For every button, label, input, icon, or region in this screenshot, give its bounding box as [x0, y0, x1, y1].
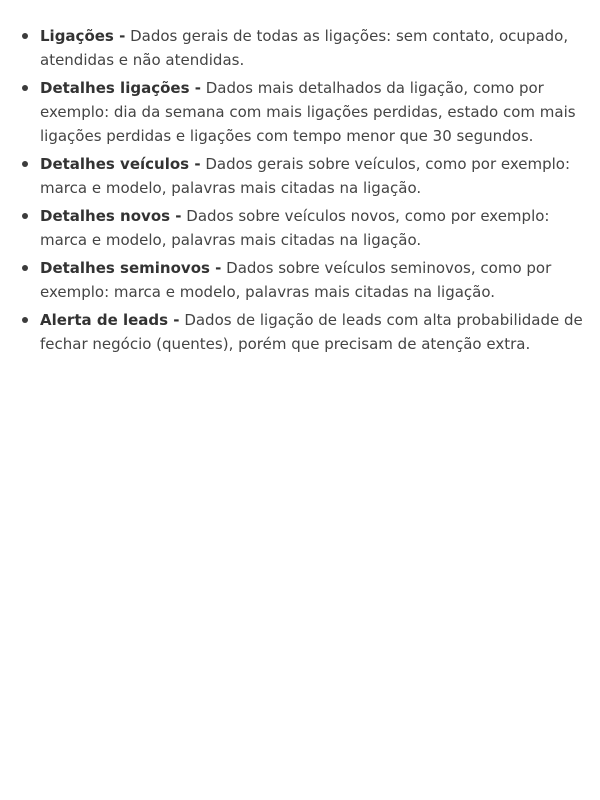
list-item-detalhes-seminovos	[40, 256, 592, 304]
item-term: Detalhes ligações -	[40, 79, 201, 97]
bullet-icon	[22, 317, 28, 323]
list-item-detalhes-veiculos	[40, 152, 592, 200]
item-description: Dados sobre veículos seminovos, como por exemplo: marca e modelo, palavras mais citadas na ligação.	[40, 259, 552, 301]
item-term: Detalhes novos -	[40, 207, 182, 225]
bullet-icon	[22, 33, 28, 39]
item-description: Dados mais detalhados da ligação, como por exemplo: dia da semana com mais ligações perdidas, estado com mais ligações perdidas e ligações com tempo menor que 30 segundos.	[40, 79, 576, 145]
bullet-icon	[22, 161, 28, 167]
bullet-icon	[22, 213, 28, 219]
item-term: Ligações -	[40, 27, 126, 45]
list-item-detalhes-ligacoes	[40, 76, 592, 148]
report-descriptions-list	[0, 24, 592, 356]
item-description: Dados gerais sobre veículos, como por exemplo: marca e modelo, palavras mais citadas na ligação.	[40, 155, 571, 197]
bullet-icon	[22, 85, 28, 91]
list-item-detalhes-novos	[40, 204, 592, 252]
item-description: Dados sobre veículos novos, como por exemplo: marca e modelo, palavras mais citadas na ligação.	[40, 207, 550, 249]
bullet-icon	[22, 265, 28, 271]
item-description: Dados gerais de todas as ligações: sem contato, ocupado, atendidas e não atendidas.	[40, 27, 569, 69]
item-term: Alerta de leads -	[40, 311, 180, 329]
item-term: Detalhes veículos -	[40, 155, 201, 173]
item-term: Detalhes seminovos -	[40, 259, 222, 277]
item-description: Dados de ligação de leads com alta probabilidade de fechar negócio (quentes), porém que precisam de atenção extra.	[40, 311, 583, 353]
list-item-alerta-de-leads	[40, 308, 592, 356]
list-item-ligacoes	[40, 24, 592, 72]
